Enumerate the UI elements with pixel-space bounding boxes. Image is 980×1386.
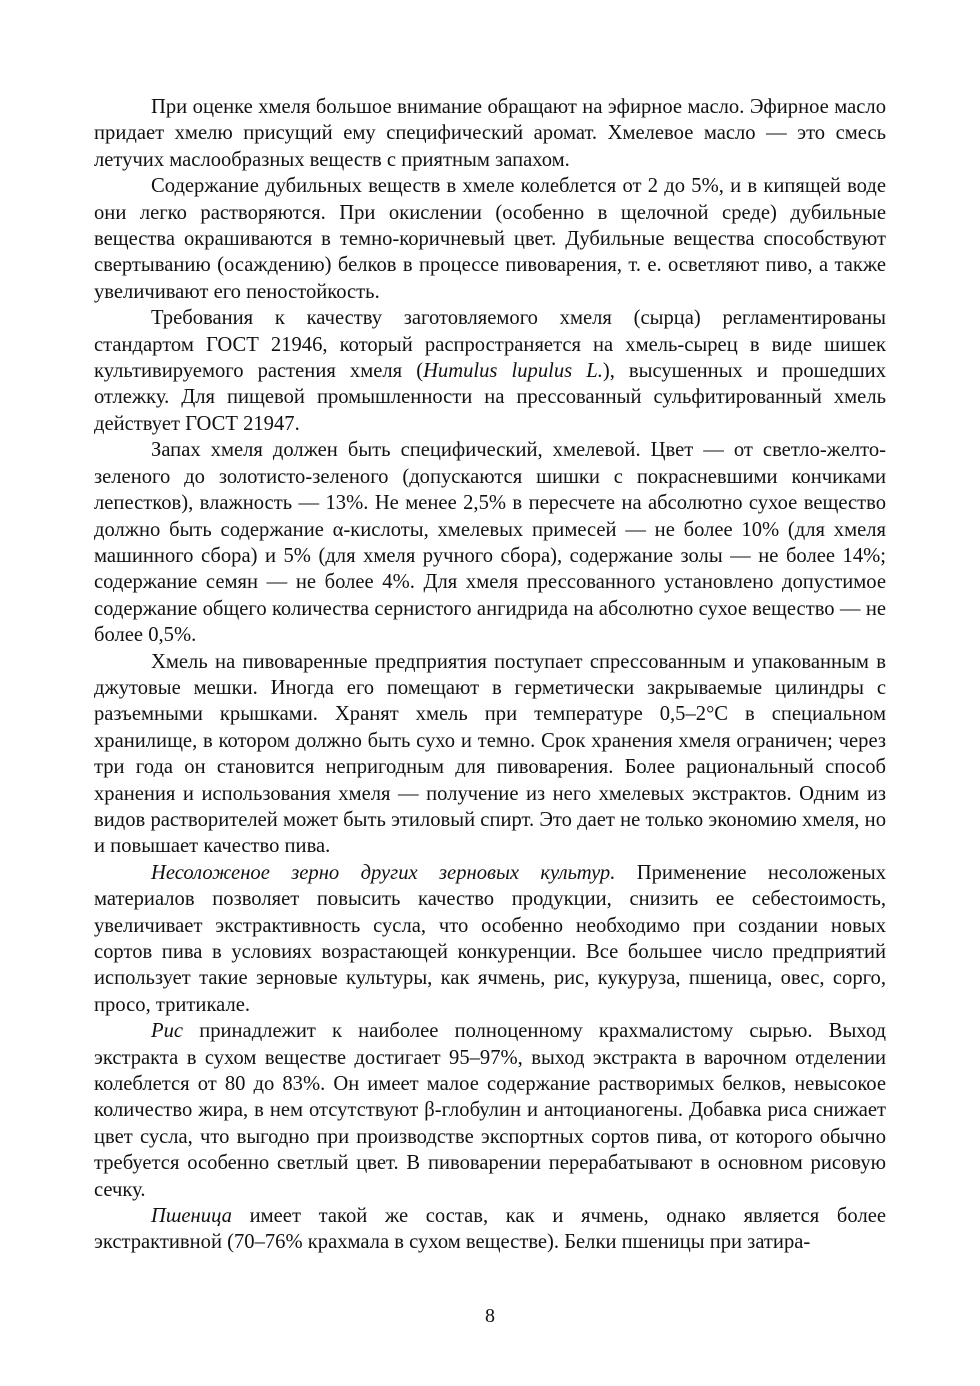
- document-page: [94, 94, 886, 1256]
- paragraph-rice-text: принадлежит к наиболее полноценному крахмалистому сырью. Выход экстракта в сухом веществе достигает 95–97%, выход экстракта в варочном отделении колеблется от 80 до 83%. Он имеет малое содержание растворимых белков, невысокое количество жира, в нем отсутствуют β-глобулин и антоцианогены. Добавка риса снижает цвет сусла, что выгодно при производстве экспортных сортов пива, от которого обычно требуется особенно светлый цвет. В пивоварении перерабатывают в основном рисовую сечку.: [94, 1020, 886, 1201]
- paragraph-hop-standards-text-after: ), высушенных и прошедших отлежку. Для пищевой промышленности на прессованный сульфитированный хмель действует ГОСТ 21947.: [94, 360, 886, 435]
- paragraph-essential-oil: При оценке хмеля большое внимание обращают на эфирное масло. Эфирное масло придает хмелю присущий ему специфический аромат. Хмелевое масло — это смесь летучих маслообразных веществ с приятным запахом.: [94, 96, 886, 171]
- latin-species-name: Humulus lupulus L.: [423, 360, 603, 383]
- page-number: 8: [485, 1305, 495, 1327]
- paragraph-hop-standards-text-before: Требования к качеству заготовляемого хмеля (сырца) регламентированы стандартом ГОСТ 21946, который распространяется на хмель-сырец в виде шишек культивируемого растения хмеля (: [94, 307, 886, 383]
- paragraph-wheat-text: имеет такой же состав, как и ячмень, однако является более экстрактивной (70–76% крахмала в сухом веществе). Белки пшеницы при затира-: [94, 1205, 886, 1254]
- paragraph-wheat-term: Пшеница: [151, 1205, 232, 1228]
- paragraph-tannins: Содержание дубильных веществ в хмеле колеблется от 2 до 5%, и в кипящей воде они легко растворяются. При окислении (особенно в щелочной среде) дубильные вещества окрашиваются в темно-коричневый цвет. Дубильные вещества способствуют свертыванию (осаждению) белков в процессе пивоварения, т. е. осветляют пиво, а также увеличивают его пеностойкость.: [94, 175, 886, 303]
- paragraph-unmalted-grain-text: Применение несоложеных материалов позволяет повысить качество продукции, снизить ее себестоимость, увеличивает экстрактивность сусла, что особенно необходимо при создании новых сортов пива в условиях возрастающей конкуренции. Все большее число предприятий использует такие зерновые культуры, как ячмень, рис, кукуруза, пшеница, овес, сорго, просо, тритикале.: [94, 861, 887, 1016]
- paragraph-hop-standards: [94, 305, 886, 437]
- paragraph-rice: [94, 1018, 886, 1203]
- paragraph-wheat: [94, 1203, 886, 1256]
- paragraph-unmalted-grain-heading: Несоложеное зерно других зерновых культур.: [151, 861, 616, 884]
- paragraph-hop-storage: Хмель на пивоваренные предприятия поступает спрессованным и упакованным в джутовые мешки. Иногда его помещают в герметически закрываемые цилиндры с разъемными крышками. Хранят хмель при температуре 0,5–2°С в специальном хранилище, в котором должно быть сухо и темно. Срок хранения хмеля ограничен; через три года он становится непригодным для пивоварения. Более рациональный способ хранения и использования хмеля — получение из него хмелевых экстрактов. Одним из видов растворителей может быть этиловый спирт. Это дает не только экономию хмеля, но и повышает качество пива.: [94, 650, 886, 858]
- paragraph-rice-term: Рис: [151, 1020, 184, 1043]
- paragraph-unmalted-grain: [94, 860, 886, 1018]
- paragraph-hop-quality: Запах хмеля должен быть специфический, хмелевой. Цвет — от светло-желто-зеленого до золотисто-зеленого (допускаются шишки с покрасневшими кончиками лепестков), влажность — 13%. Не менее 2,5% в пересчете на абсолютно сухое вещество должно быть содержание α-кислоты, хмелевых примесей — не более 10% (для хмеля машинного сбора) и 5% (для хмеля ручного сбора), содержание золы — не более 14%; содержание семян — не более 4%. Для хмеля прессованного установлено допустимое содержание общего количества сернистого ангидрида на абсолютно сухое вещество — не более 0,5%.: [94, 439, 886, 647]
